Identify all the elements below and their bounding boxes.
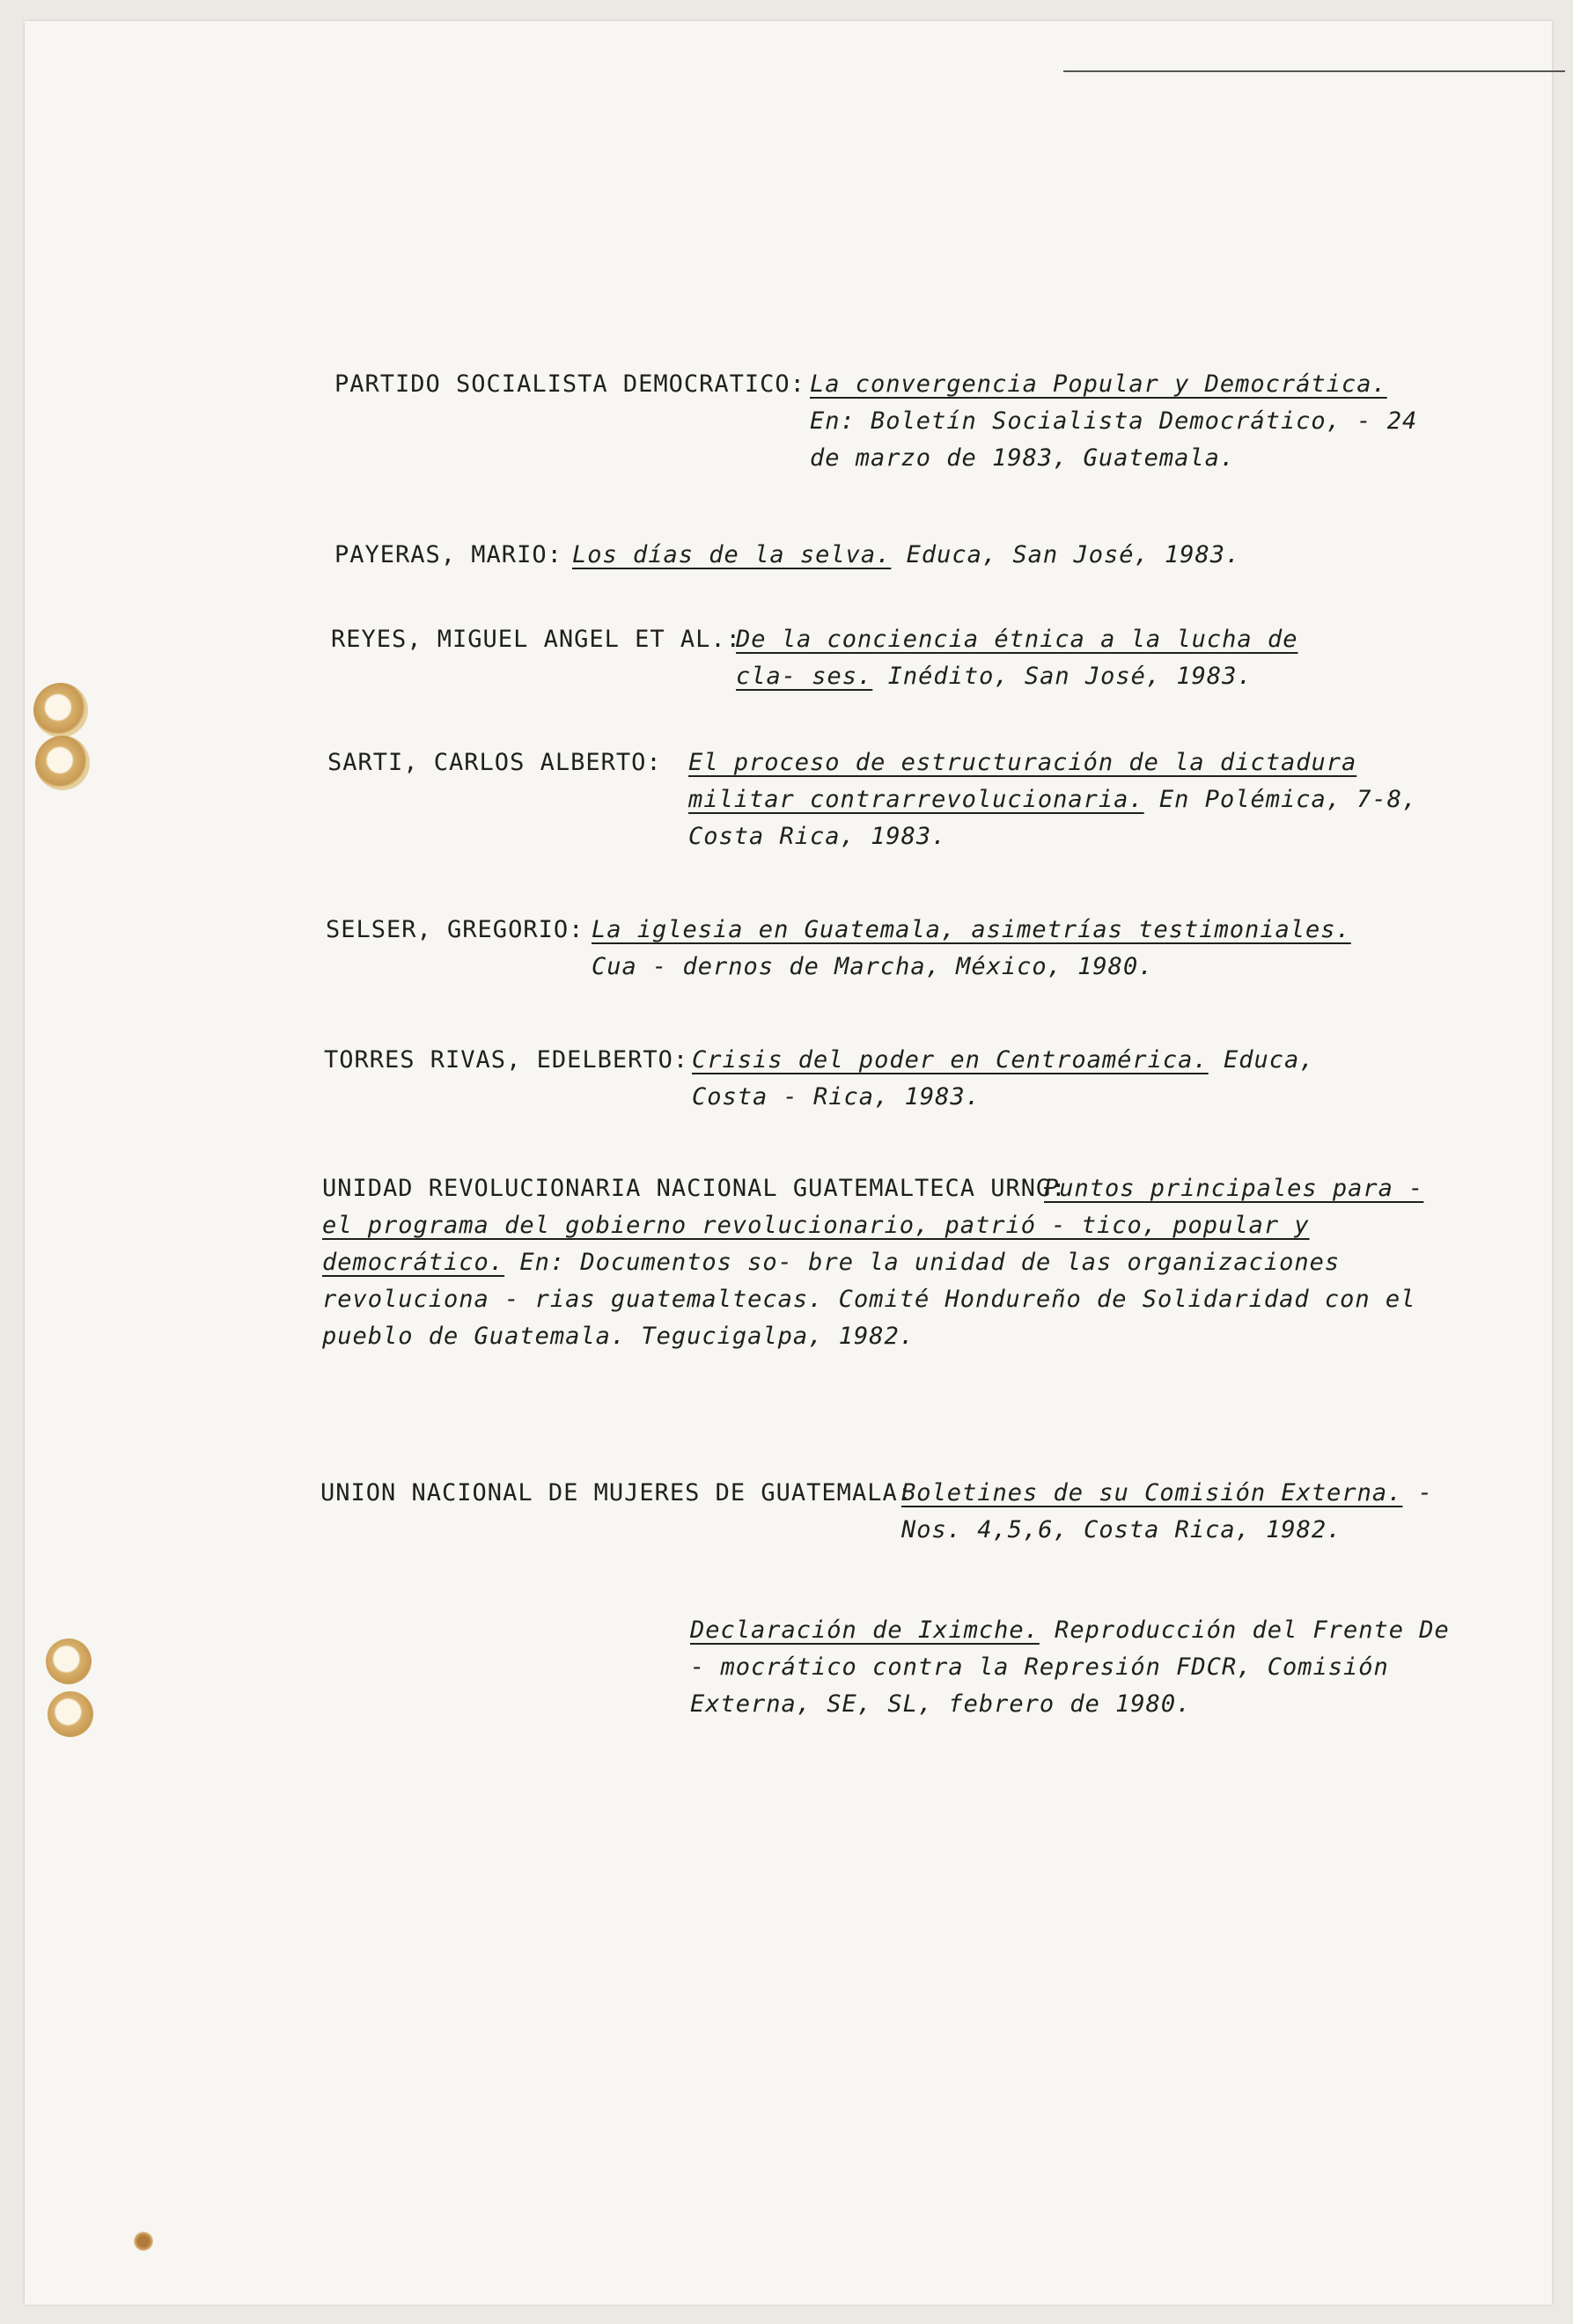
entry-author: REYES, MIGUEL ANGEL ET AL.: [331, 626, 741, 653]
entry-details: Cua - dernos de Marcha, México, 1980. [592, 953, 1154, 980]
entry-author: TORRES RIVAS, EDELBERTO: [324, 1046, 689, 1074]
entry-details: En: Boletín Socialista Democrático, - 24 de marzo de 1983, Guatemala. [810, 407, 1418, 472]
entry-title: De la conciencia étnica a la lucha de cla- ses. [736, 626, 1298, 690]
entry-title: Declaración de Iximche. [690, 1617, 1040, 1644]
entry-reference [736, 621, 1343, 695]
entry-details: Educa, San José, 1983. [891, 541, 1241, 568]
entry-title: Crisis del poder en Centroamérica. [692, 1046, 1209, 1074]
entry-details: Inédito, San José, 1983. [872, 663, 1253, 690]
entry-title: La iglesia en Guatemala, asimetrías testimoniales. [592, 916, 1351, 943]
entry-reference [901, 1475, 1447, 1549]
punch-hole [46, 1639, 92, 1684]
entry-reference [688, 744, 1437, 855]
entry-author: UNIDAD REVOLUCIONARIA NACIONAL GUATEMALTECA URNG: [322, 1175, 1067, 1202]
document-page [25, 21, 1552, 2305]
entry-title: Boletines de su Comisión Externa. [901, 1479, 1403, 1507]
entry-details: En Polémica, 7-8, Costa Rica, 1983. [688, 786, 1418, 850]
entry-reference [572, 537, 1364, 574]
entry-details: Reproducción del Frente De - mocrático contra la Represión FDCR, Comisión Externa, SE, SL, febrero de 1980. [690, 1617, 1450, 1718]
entry-author: PAYERAS, MARIO: [334, 541, 562, 568]
entry-title: El proceso de estructuración de la dictadura militar contrarrevolucionaria. [688, 749, 1357, 813]
entry-title: Los días de la selva. [572, 541, 892, 568]
entry-author: UNION NACIONAL DE MUJERES DE GUATEMALA: [320, 1479, 913, 1507]
entry-details: - Nos. 4,5,6, Costa Rica, 1982. [901, 1479, 1433, 1543]
punch-hole [35, 736, 90, 790]
punch-hole [33, 683, 88, 737]
entry-details: Educa, Costa - Rica, 1983. [692, 1046, 1315, 1111]
punch-hole [48, 1691, 93, 1737]
entry-details: En: Documentos so- bre la unidad de las organizaciones revoluciona - rias guatemaltecas. Comité Hondureño de Solidaridad con el pueblo de Guatemala. Tegucigalpa, 1982. [322, 1249, 1416, 1350]
top-rule [1063, 70, 1565, 72]
entry-reference [692, 1042, 1396, 1116]
entry-author: SELSER, GREGORIO: [326, 916, 584, 943]
entry-author: PARTIDO SOCIALISTA DEMOCRATICO: [334, 370, 805, 398]
entry-author: SARTI, CARLOS ALBERTO: [327, 749, 662, 776]
entry-reference [592, 912, 1401, 986]
entry-reference [810, 366, 1426, 477]
entry-reference [690, 1612, 1465, 1723]
stain-mark [134, 2232, 153, 2251]
entry-title: La convergencia Popular y Democrática. [810, 370, 1387, 398]
entry-title: Puntos principales para - el programa del gobierno revolucionario, patrió - tico, popular y democrático. [322, 1175, 1424, 1276]
entry-reference [322, 1170, 1458, 1355]
